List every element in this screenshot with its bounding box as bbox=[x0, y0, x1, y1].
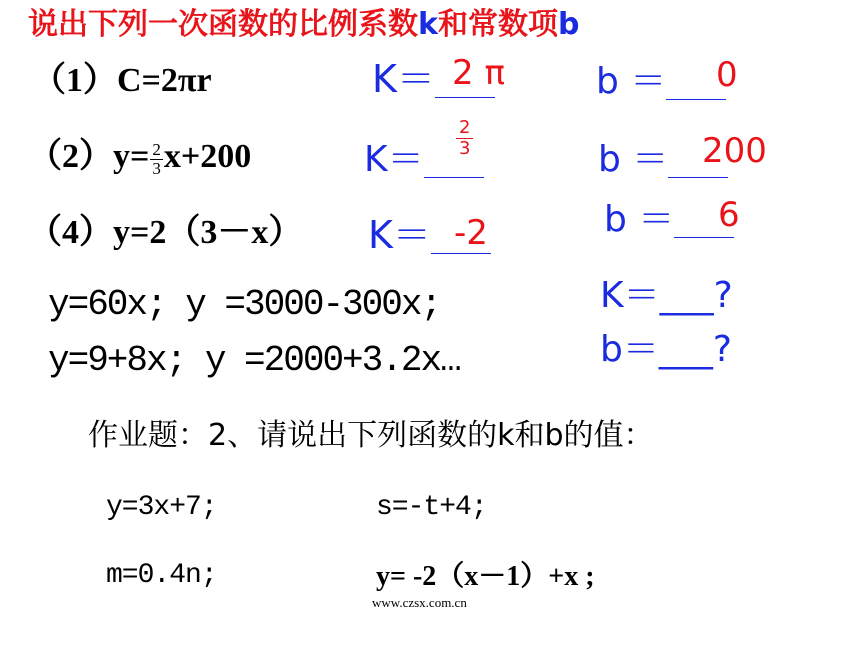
title-middle: 和常数项 bbox=[437, 7, 558, 42]
k-answer-numerator: 2 bbox=[456, 118, 473, 139]
example-4-b-answer: 6 bbox=[718, 195, 740, 235]
b-blank bbox=[674, 237, 734, 238]
b-blank bbox=[668, 177, 728, 178]
homework-eq-3: m=0.4n; bbox=[106, 560, 217, 591]
k-answer-fraction bbox=[456, 118, 473, 159]
example-4-k-answer: -2 bbox=[454, 213, 488, 253]
example-1-equation: （1）C=2πr bbox=[32, 62, 212, 99]
example-4-b-label bbox=[604, 199, 734, 240]
k-blank bbox=[424, 177, 484, 178]
title-k: k bbox=[418, 7, 438, 42]
title-prefix: 说出下列一次函数的比例系数 bbox=[28, 7, 418, 42]
more-equations-line-2: y=9+8x; y =2000+3.2x… bbox=[48, 340, 460, 381]
example-1-k-answer: 2 π bbox=[452, 53, 505, 93]
example-2-b-answer: 200 bbox=[702, 131, 767, 171]
k-blank bbox=[435, 97, 495, 98]
example-1-b-answer: 0 bbox=[716, 55, 738, 95]
b-label-text: b ＝ bbox=[596, 61, 667, 102]
example-1-b-label bbox=[596, 61, 726, 102]
b-question: b＝___? bbox=[600, 329, 732, 370]
b-label-text: b ＝ bbox=[604, 199, 675, 240]
example-2-pre: （2）y= bbox=[28, 138, 150, 175]
example-2-k-answer bbox=[456, 118, 473, 159]
watermark: www.czsx.com.cn bbox=[372, 595, 467, 610]
k-label-text: K＝ bbox=[364, 139, 424, 180]
example-2-equation bbox=[28, 140, 251, 178]
title-b: b bbox=[557, 7, 580, 42]
k-question: K＝___? bbox=[600, 275, 733, 316]
b-blank bbox=[666, 99, 726, 100]
fraction-numerator: 2 bbox=[152, 139, 161, 159]
more-equations-line-1: y=60x; y =3000-300x; bbox=[48, 284, 441, 325]
k-blank bbox=[431, 253, 491, 254]
homework-eq-4: y= -2（x－1）+x ; bbox=[376, 561, 595, 592]
b-label-text: b ＝ bbox=[598, 139, 669, 180]
k-label-text: K＝ bbox=[372, 57, 435, 101]
page-title bbox=[28, 7, 580, 42]
example-4-equation: （4）y=2（3－x） bbox=[28, 214, 303, 251]
homework-eq-2: s=-t+4; bbox=[376, 492, 487, 523]
k-answer-denominator: 3 bbox=[459, 138, 471, 159]
fraction-denominator: 3 bbox=[152, 158, 161, 178]
example-2-fraction bbox=[150, 141, 163, 178]
homework-heading: 作业题：2、请说出下列函数的k和b的值： bbox=[88, 418, 654, 453]
k-label-text: K＝ bbox=[368, 213, 431, 257]
example-2-post: x+200 bbox=[163, 138, 252, 175]
homework-eq-1: y=3x+7; bbox=[106, 492, 217, 523]
